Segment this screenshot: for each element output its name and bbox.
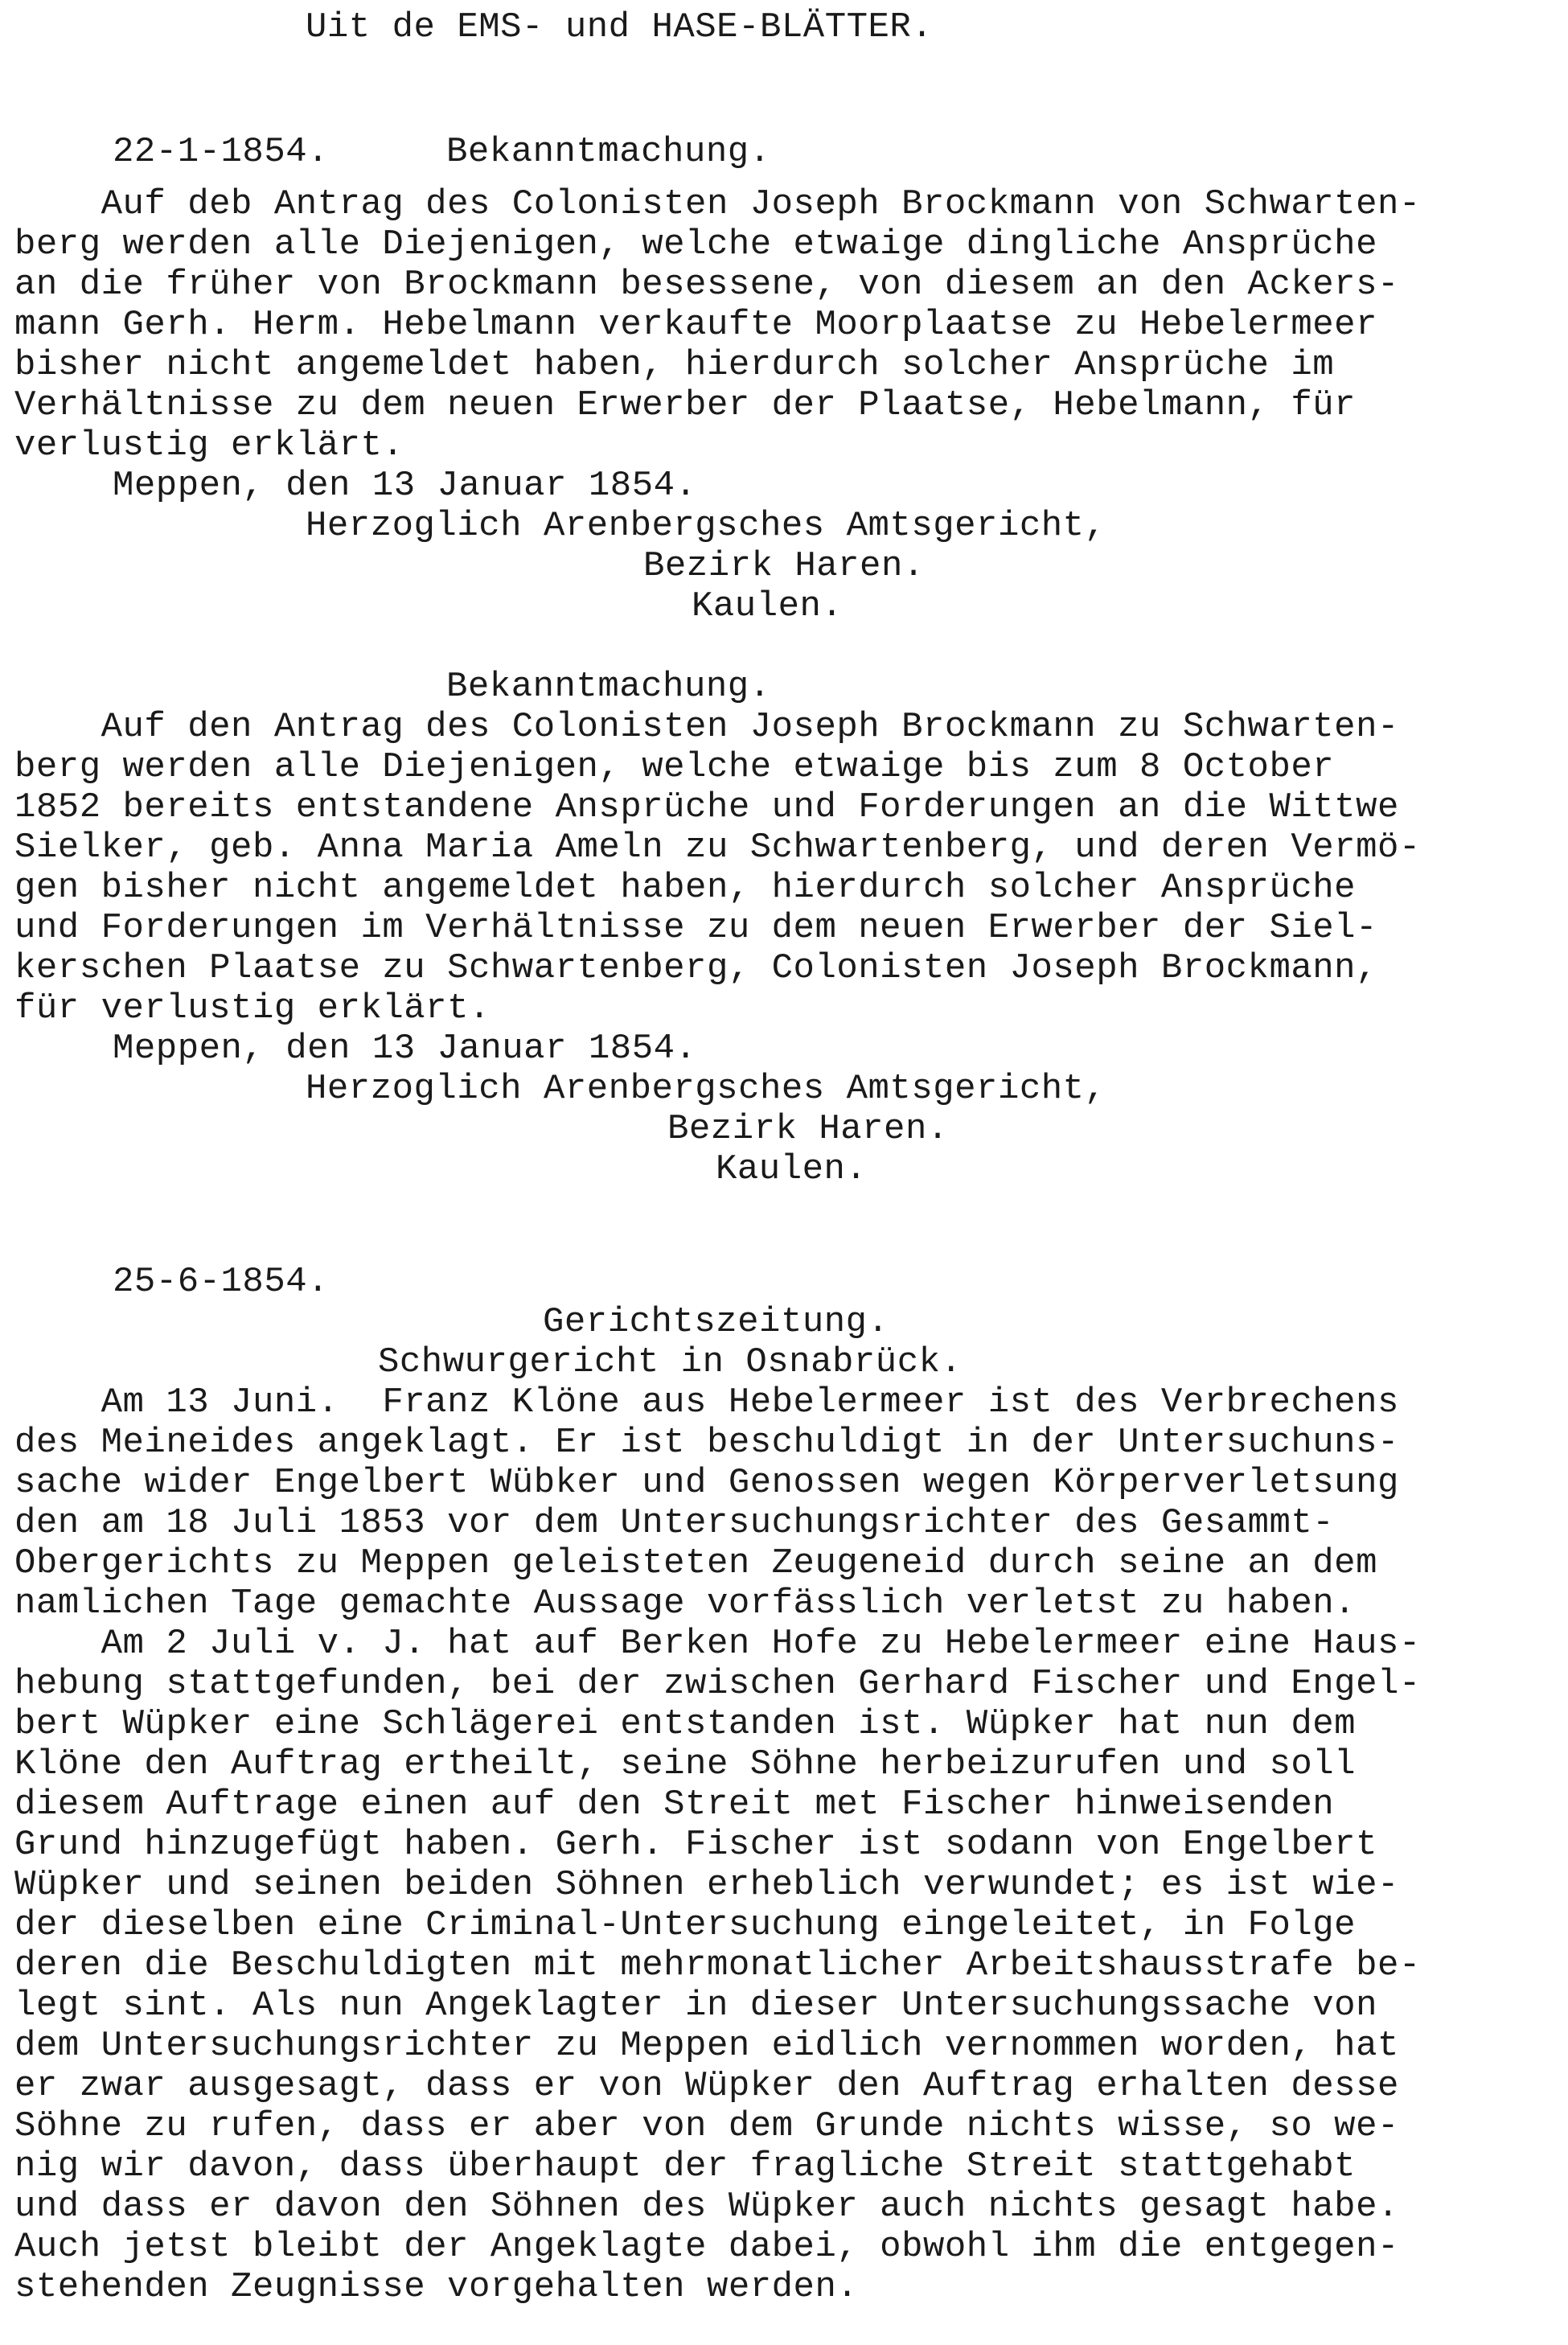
text-line: gen bisher nicht angemeldet haben, hierdurch solcher Ansprüche — [14, 868, 1357, 908]
signature-district: Bezirk Haren. — [667, 1109, 949, 1149]
document-title: Uit de EMS- und HASE-BLÄTTER. — [306, 7, 934, 47]
text-line: nig wir davon, dass überhaupt der fragliche Streit stattgehabt — [14, 2146, 1357, 2187]
text-line: berg werden alle Diejenigen, welche etwaige dingliche Ansprüche — [14, 224, 1377, 265]
signature-name: Kaulen. — [692, 586, 844, 626]
text-line: namlichen Tage gemachte Aussage vorfässlich verletst zu haben. — [14, 1583, 1357, 1624]
text-line: für verlustig erklärt. — [14, 988, 491, 1029]
signature-court: Herzoglich Arenbergsches Amtsgericht, — [306, 1069, 1106, 1109]
text-line: legt sint. Als nun Angeklagter in dieser Untersuchungssache von — [14, 1986, 1377, 2026]
text-line: den am 18 Juli 1853 vor dem Untersuchungsrichter des Gesammt- — [14, 1503, 1335, 1543]
section-subheading: Schwurgericht in Osnabrück. — [378, 1342, 963, 1382]
section-date: 22-1-1854. — [113, 132, 330, 172]
text-line: er zwar ausgesagt, dass er von Wüpker den Auftrag erhalten desse — [14, 2066, 1399, 2106]
section-date: 25-6-1854. — [113, 1262, 330, 1302]
text-line: verlustig erklärt. — [14, 425, 404, 466]
text-line: Am 2 Juli v. J. hat auf Berken Hofe zu Hebelermeer eine Haus- — [14, 1624, 1421, 1664]
text-line: an die früher von Brockmann besessene, von diesem an den Ackers- — [14, 265, 1399, 305]
text-line: sache wider Engelbert Wübker und Genossen wegen Körperverletsung — [14, 1463, 1399, 1503]
text-line: Auf den Antrag des Colonisten Joseph Brockmann zu Schwarten- — [14, 707, 1399, 747]
text-line: mann Gerh. Herm. Hebelmann verkaufte Moorplaatse zu Hebelermeer — [14, 305, 1377, 345]
text-line: stehenden Zeugnisse vorgehalten werden. — [14, 2267, 859, 2307]
signature-court: Herzoglich Arenbergsches Amtsgericht, — [306, 506, 1106, 546]
text-line: des Meineides angeklagt. Er ist beschuldigt in der Untersuchuns- — [14, 1423, 1399, 1463]
text-line: Klöne den Auftrag ertheilt, seine Söhne herbeizurufen und soll — [14, 1744, 1357, 1784]
text-line: Verhältnisse zu dem neuen Erwerber der Plaatse, Hebelmann, für — [14, 385, 1357, 425]
text-line: und Forderungen im Verhältnisse zu dem neuen Erwerber der Siel- — [14, 908, 1377, 948]
text-line: Am 13 Juni. Franz Klöne aus Hebelermeer ist des Verbrechens — [14, 1382, 1399, 1423]
place-date: Meppen, den 13 Januar 1854. — [113, 1029, 697, 1069]
signature-name: Kaulen. — [716, 1149, 868, 1189]
text-line: Sielker, geb. Anna Maria Ameln zu Schwartenberg, und deren Vermö- — [14, 828, 1421, 868]
text-line: der dieselben eine Criminal-Untersuchung eingeleitet, in Folge — [14, 1905, 1357, 1945]
text-line: Söhne zu rufen, dass er aber von dem Grunde nichts wisse, so we- — [14, 2106, 1399, 2146]
notice-heading: Bekanntmachung. — [446, 132, 771, 172]
text-line: hebung stattgefunden, bei der zwischen Gerhard Fischer und Engel- — [14, 1664, 1421, 1704]
text-line: bert Wüpker eine Schlägerei entstanden ist. Wüpker hat nun dem — [14, 1704, 1357, 1744]
text-line: berg werden alle Diejenigen, welche etwaige bis zum 8 October — [14, 747, 1335, 787]
text-line: Auch jetst bleibt der Angeklagte dabei, obwohl ihm die entgegen- — [14, 2227, 1399, 2267]
text-line: dem Untersuchungsrichter zu Meppen eidlich vernommen worden, hat — [14, 2026, 1399, 2066]
section-heading: Gerichtszeitung. — [543, 1302, 889, 1342]
text-line: 1852 bereits entstandene Ansprüche und Forderungen an die Wittwe — [14, 787, 1399, 828]
text-line: Grund hinzugefügt haben. Gerh. Fischer ist sodann von Engelbert — [14, 1825, 1377, 1865]
signature-district: Bezirk Haren. — [643, 546, 925, 586]
place-date: Meppen, den 13 Januar 1854. — [113, 466, 697, 506]
text-line: kerschen Plaatse zu Schwartenberg, Colonisten Joseph Brockmann, — [14, 948, 1377, 988]
text-line: Wüpker und seinen beiden Söhnen erheblich verwundet; es ist wie- — [14, 1865, 1399, 1905]
text-line: diesem Auftrage einen auf den Streit met Fischer hinweisenden — [14, 1784, 1335, 1825]
notice-heading: Bekanntmachung. — [446, 667, 771, 707]
text-line: und dass er davon den Söhnen des Wüpker auch nichts gesagt habe. — [14, 2187, 1399, 2227]
text-line: Obergerichts zu Meppen geleisteten Zeugeneid durch seine an dem — [14, 1543, 1377, 1583]
text-line: deren die Beschuldigten mit mehrmonatlicher Arbeitshausstrafe be- — [14, 1945, 1421, 1986]
text-line: bisher nicht angemeldet haben, hierdurch solcher Ansprüche im — [14, 345, 1335, 385]
text-line: Auf deb Antrag des Colonisten Joseph Brockmann von Schwarten- — [14, 184, 1421, 224]
